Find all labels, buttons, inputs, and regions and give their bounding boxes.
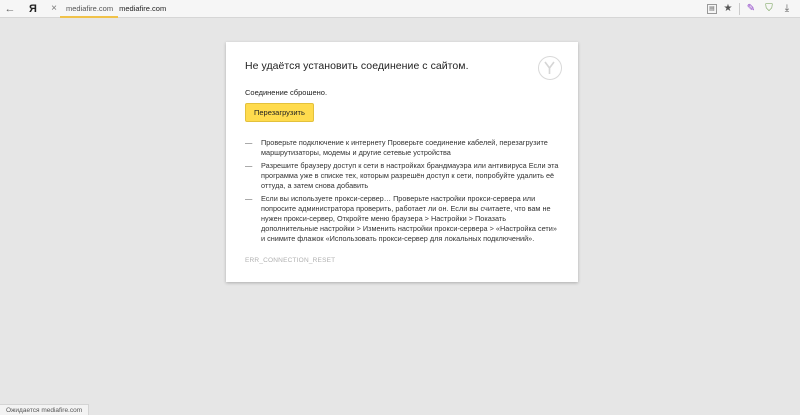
reader-mode-icon[interactable]: ▤ [707,4,717,14]
list-dash: — [245,161,253,170]
address-domain[interactable]: mediafire.com [66,4,114,13]
suggestion-item [245,138,560,158]
error-card [226,42,578,282]
bookmark-star-icon[interactable]: ★ [723,3,733,14]
error-code: ERR_CONNECTION_RESET [245,257,336,264]
yandex-logo-button[interactable]: Я [29,2,37,15]
suggestion-item [245,161,560,191]
suggestion-text: Разрешите браузеру доступ к сети в настройках брандмауэра или антивируса Если эта программа уже в списке тех, которым разрешён доступ к сети, попробуйте удалить её оттуда, а затем снова добавить [261,161,559,190]
toolbar-actions [707,2,800,16]
pen-extension-icon[interactable]: ✎ [746,3,756,14]
toolbar-divider [739,3,740,15]
status-text: Ожидается mediafire.com [6,406,83,414]
error-title: Не удаётся установить соединение с сайтом. [245,60,469,72]
close-icon: × [51,3,57,14]
shield-extension-icon[interactable]: ⛉ [765,3,773,14]
loading-indicator [60,16,118,18]
stop-loading-button[interactable] [46,0,62,18]
back-arrow-icon: ← [4,2,16,15]
back-button[interactable] [0,0,20,18]
list-dash: — [245,138,253,147]
error-subtitle: Соединение сброшено. [245,88,328,97]
suggestions-list [245,138,560,244]
status-bar [0,404,89,415]
yandex-browser-logo-icon [538,56,562,80]
suggestion-text: Проверьте подключение к интернету Проверьте соединение кабелей, перезагрузите маршрутизаторы, модемы и другие сетевые устройства [261,138,548,157]
yandex-browser-y-icon [539,57,560,78]
browser-toolbar [0,0,800,18]
suggestion-item [245,194,560,244]
reload-button[interactable]: Перезагрузить [245,103,314,122]
suggestion-text: Если вы используете прокси-сервер… Проверьте настройки прокси-сервера или попросите администратора проверить, работает ли он. Если вы считаете, что вам не нужен прокси-сервер, Откройте меню браузера > Настройки > Показать дополнительные настройки > Изменить настройки прокси-сервера > «Настройка сети» и снимите флажок «Использовать прокси-сервер для локальных подключений». [261,194,557,243]
address-page-title[interactable]: mediafire.com [119,4,167,13]
list-dash: — [245,194,253,203]
downloads-icon[interactable]: ⤓ [784,3,790,14]
